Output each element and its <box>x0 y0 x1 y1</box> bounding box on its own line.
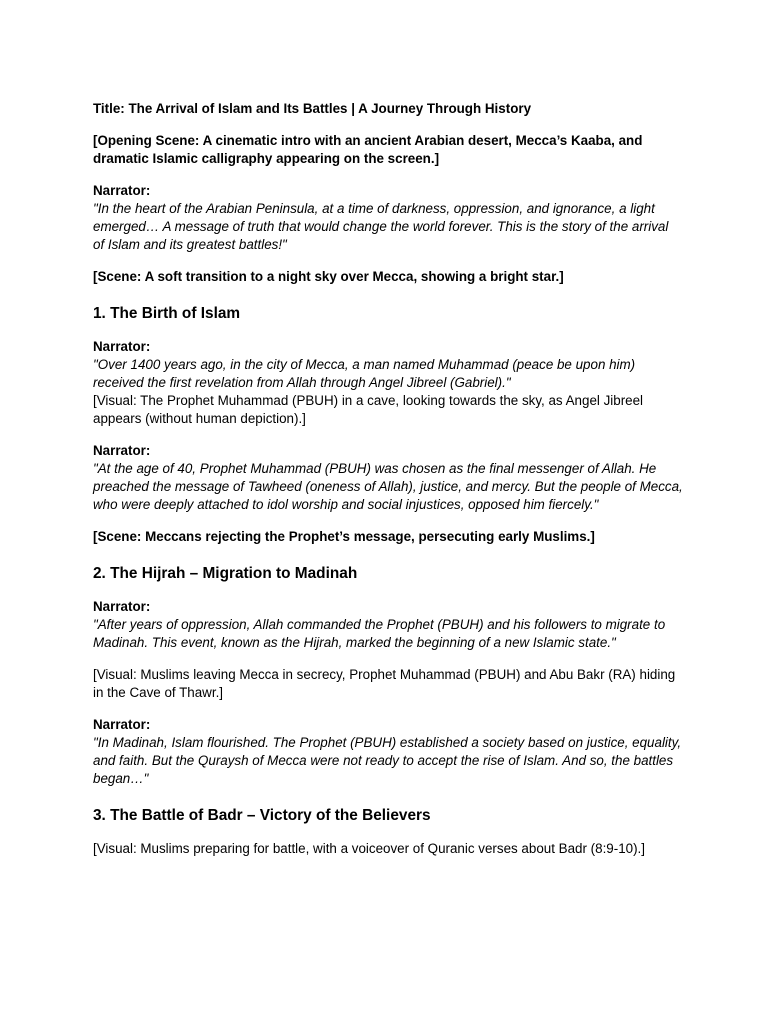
narrator-label: Narrator: <box>93 339 151 354</box>
document-page <box>93 100 683 858</box>
document-title: Title: The Arrival of Islam and Its Battles | A Journey Through History <box>93 101 532 116</box>
narrator-label: Narrator: <box>93 599 151 614</box>
visual-note: [Visual: Muslims preparing for battle, with a voiceover of Quranic verses about Badr (8:9-10).] <box>93 841 645 856</box>
opening-scene-note: [Opening Scene: A cinematic intro with an ancient Arabian desert, Mecca’s Kaaba, and dramatic Islamic calligraphy appearing on the screen.] <box>93 133 643 166</box>
visual-note: [Visual: Muslims leaving Mecca in secrecy, Prophet Muhammad (PBUH) and Abu Bakr (RA) hiding in the Cave of Thawr.] <box>93 667 676 700</box>
section-heading-birth-of-islam: 1. The Birth of Islam <box>93 305 241 322</box>
narrator-label: Narrator: <box>93 183 151 198</box>
section-heading-hijrah: 2. The Hijrah – Migration to Madinah <box>93 565 358 582</box>
visual-note: [Visual: The Prophet Muhammad (PBUH) in a cave, looking towards the sky, as Angel Jibreel appears (without human depiction).] <box>93 393 644 426</box>
scene-note: [Scene: A soft transition to a night sky over Mecca, showing a bright star.] <box>93 269 564 284</box>
narrator-label: Narrator: <box>93 717 151 732</box>
scene-note: [Scene: Meccans rejecting the Prophet’s message, persecuting early Muslims.] <box>93 529 595 544</box>
narrator-quote: "In Madinah, Islam flourished. The Prophet (PBUH) established a society based on justice, equality, and faith. But the Quraysh of Mecca were not ready to accept the rise of Islam. And so, the battles began…" <box>93 735 682 786</box>
narrator-label: Narrator: <box>93 443 151 458</box>
section-heading-battle-of-badr: 3. The Battle of Badr – Victory of the Believers <box>93 807 431 824</box>
narrator-quote: "After years of oppression, Allah commanded the Prophet (PBUH) and his followers to migrate to Madinah. This event, known as the Hijrah, marked the beginning of a new Islamic state." <box>93 617 666 650</box>
narrator-quote: "At the age of 40, Prophet Muhammad (PBUH) was chosen as the final messenger of Allah. He preached the message of Tawheed (oneness of Allah), justice, and mercy. But the people of Mecca, who were deeply attached to idol worship and social injustices, opposed him fiercely." <box>93 461 683 512</box>
narrator-quote: "In the heart of the Arabian Peninsula, at a time of darkness, oppression, and ignorance, a light emerged… A message of truth that would change the world forever. This is the story of the arrival of Islam and its greatest battles!" <box>93 201 669 252</box>
narrator-quote: "Over 1400 years ago, in the city of Mecca, a man named Muhammad (peace be upon him) received the first revelation from Allah through Angel Jibreel (Gabriel)." <box>93 357 636 390</box>
